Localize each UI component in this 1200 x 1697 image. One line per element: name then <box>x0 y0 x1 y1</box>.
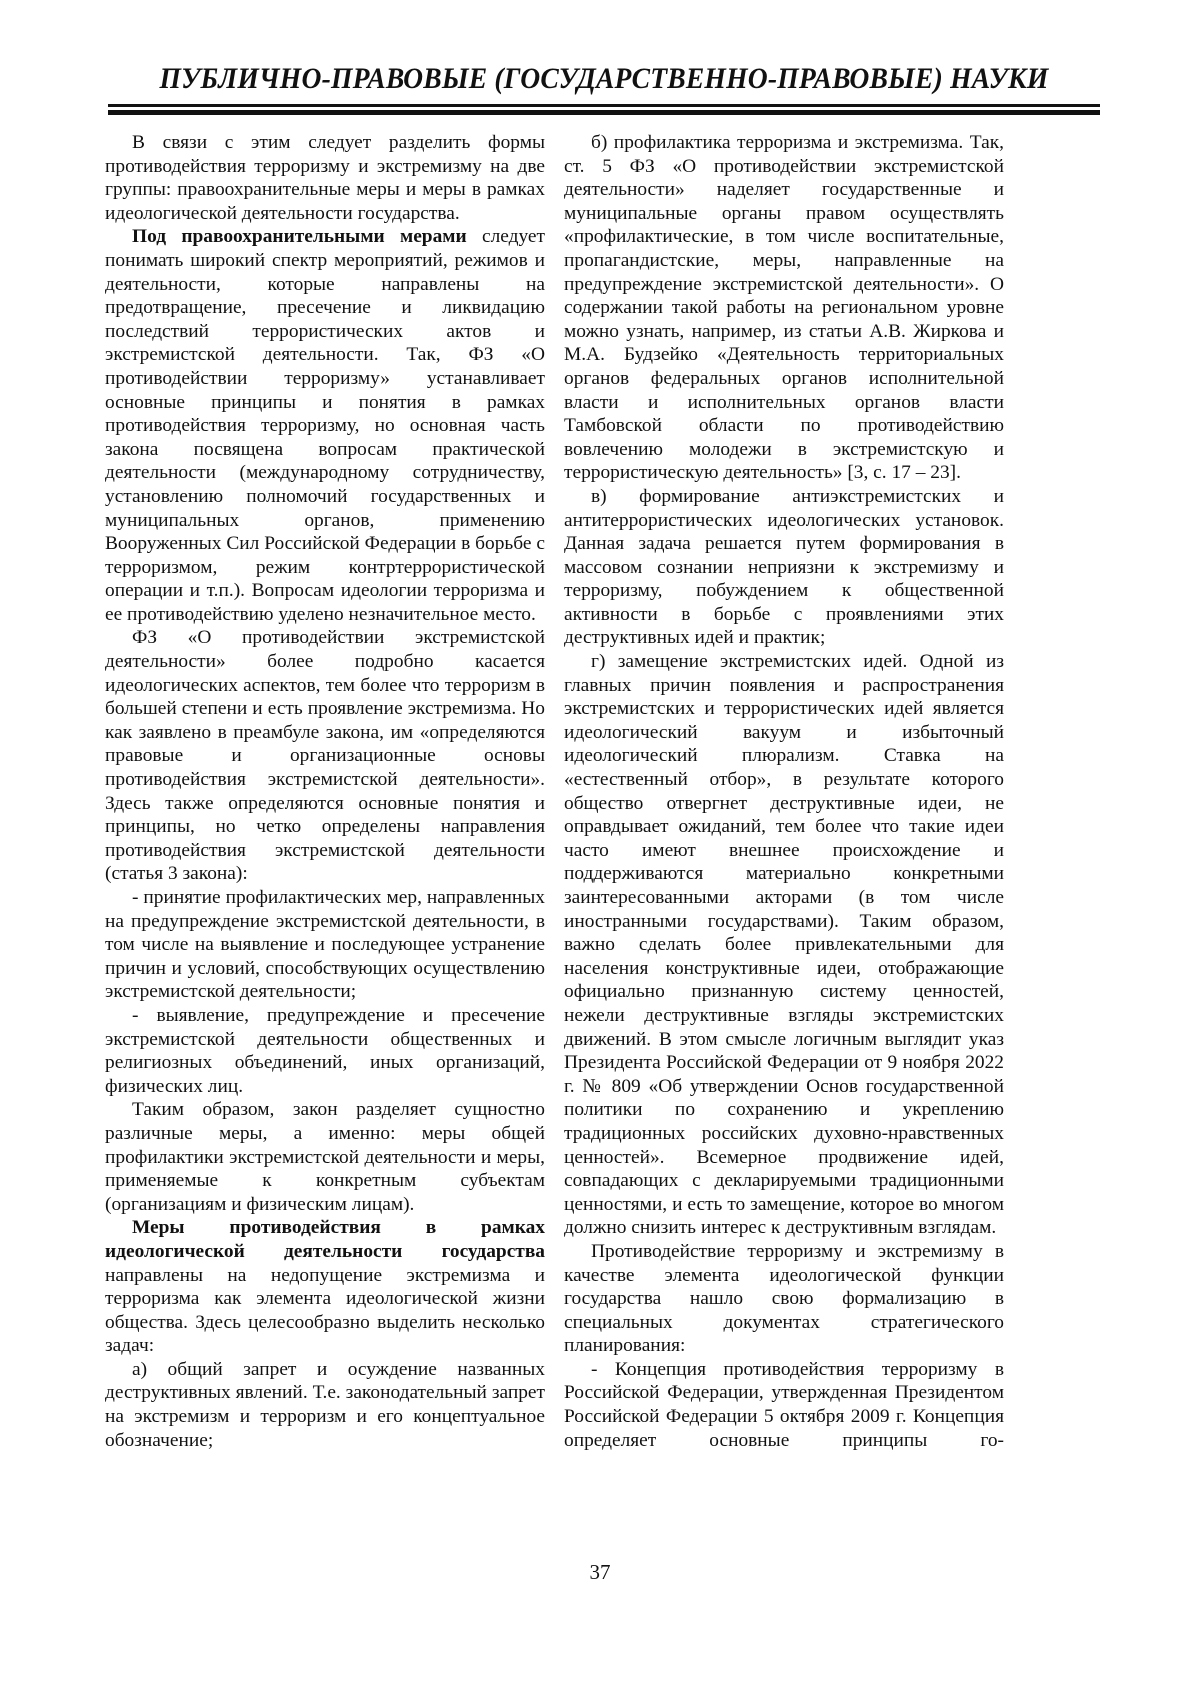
paragraph-text: а) общий запрет и осуждение названных деструктивных явлений. Т.е. законодательный запрет на экстремизм и терроризм и его концептуальное обозначение; <box>105 1358 545 1451</box>
paragraph <box>105 626 545 886</box>
paragraph-text: б) профилактика терроризма и экстремизма. Так, ст. 5 ФЗ «О противодействии экстремистской деятельности» наделяет государственные и муниципальные органы правом осуществлять «профилактические, в том числе воспитательные, пропагандистские, меры, направленные на предупреждение экстремистской деятельности». О содержании такой работы на региональном уровне можно узнать, например, из статьи А.В. Жиркова и М.А. Будзейко «Деятельность территориальных органов федеральных органов исполнительной власти и исполнительных органов власти Тамбовской области по противодействию вовлечению молодежи в экстремистскую и террористическую деятельность» [3, с. 17 – 23]. <box>564 132 1004 484</box>
list-item <box>105 886 545 1004</box>
paragraph-text: Противодействие терроризму и экстремизму в качестве элемента идеологической функции государства нашло свою формализацию в специальных документах стратегического планирования: <box>564 1240 1004 1357</box>
paragraph <box>105 225 545 626</box>
page-number: 37 <box>589 1560 611 1584</box>
header-rule-thin <box>108 104 1100 107</box>
list-item <box>564 650 1004 1240</box>
paragraph-text: г) замещение экстремистских идей. Одной из главных причин появления и распространения экстремистских и террористических идей является идеологический вакуум и избыточный идеологический плюрализм. Ставка на «естественный отбор», в результате которого общество отвергнет деструктивные идеи, не оправдывает ожиданий, тем более что такие идеи часто имеют внешнее происхождение и поддерживаются материально конкретными заинтересованными акторами (в том числе иностранными государствами). Таким образом, важно сделать более привлекательными для населения конструктивные идеи, отображающие официально признанную систему ценностей, нежели деструктивные взгляды экстремистских движений. В этом смысле логичным выглядит указ Президента Российской Федерации от 9 ноября 2022 г. № 809 «Об утверждении Основ государственной политики по сохранению и укреплению традиционных российских духовно-нравственных ценностей». Всемерное продвижение идей, совпадающих с декларируемыми традиционными ценностями, и есть то замещение, которое во многом должно снизить интерес к деструктивным взглядам. <box>564 651 1004 1239</box>
header-rule-thick <box>108 110 1100 115</box>
list-item <box>564 1358 1004 1452</box>
list-item <box>105 1004 545 1098</box>
paragraph-text: направлены на недопущение экстремизма и терроризма как элемента идеологической жизни общества. Здесь целесообразно выделить несколько задач: <box>105 1264 545 1357</box>
running-header: ПУБЛИЧНО-ПРАВОВЫЕ (ГОСУДАРСТВЕННО-ПРАВОВЫЕ) НАУКИ <box>159 62 1049 95</box>
list-item <box>105 1358 545 1452</box>
paragraph-text: - Концепция противодействия терроризму в Российской Федерации, утвержденная Президентом Российской Федерации 5 октября 2009 г. Концепция определяет основные принципы го- <box>564 1358 1004 1451</box>
paragraph-text: Таким образом, закон разделяет сущностно различные меры, а именно: меры общей профилактики экстремистской деятельности и меры, применяемые к конкретным субъектам (организациям и физическим лицам). <box>105 1099 545 1215</box>
paragraph-text: ФЗ «О противодействии экстремистской деятельности» более подробно касается идеологических аспектов, тем более что терроризм в большей степени и есть проявление экстремизма. Но как заявлено в преамбуле закона, им «определяются правовые и организационные основы противодействия экстремистской деятельности». Здесь также определяются основные понятия и принципы, но четко определены направления противодействия экстремистской деятельности (статья 3 закона): <box>105 627 545 885</box>
paragraph-text: следует понимать широкий спектр мероприятий, режимов и деятельности, которые направлены на предотвращение, пресечение и ликвидацию последствий террористических актов и экстремистской деятельности. Так, ФЗ «О противодействии терроризму» устанавливает основные принципы и понятия в рамках противодействия терроризму, но основная часть закона посвящена вопросам практической деятельности (международному сотрудничеству, установлению полномочий государственных и муниципальных органов, применению Вооруженных Сил Российской Федерации в борьбе с терроризмом, режим контртеррористической операции и т.п.). Вопросам идеологии терроризма и ее противодействию уделено незначительное место. <box>105 226 545 625</box>
list-item <box>564 131 1004 485</box>
left-column <box>105 131 545 1452</box>
paragraph <box>105 131 545 225</box>
list-item <box>564 485 1004 650</box>
paragraph-text: в) формирование антиэкстремистских и антитеррористических идеологических установок. Данная задача решается путем формирования в массовом сознании неприязни к экстремизму и терроризму, побуждением к общественной активности в борьбе с проявлениями этих деструктивных идей и практик; <box>564 485 1004 649</box>
bold-lead: Под правоохранительными мерами <box>132 226 467 248</box>
paragraph <box>564 1240 1004 1358</box>
paragraph <box>105 1216 545 1358</box>
right-column <box>564 131 1004 1452</box>
paragraph <box>105 1098 545 1216</box>
bold-lead: Меры противодействия в рамках идеологической деятельности государства <box>105 1217 545 1262</box>
paragraph-text: - принятие профилактических мер, направленных на предупреждение экстремистской деятельности, в том числе на выявление и последующее устранение причин и условий, способствующих осуществлению экстремистской деятельности; <box>105 887 545 1003</box>
paragraph-text: - выявление, предупреждение и пресечение экстремистской деятельности общественных и религиозных объединений, иных организаций, физических лиц. <box>105 1004 545 1097</box>
paragraph-text: В связи с этим следует разделить формы противодействия терроризму и экстремизму на две группы: правоохранительные меры и меры в рамках идеологической деятельности государства. <box>105 132 545 224</box>
